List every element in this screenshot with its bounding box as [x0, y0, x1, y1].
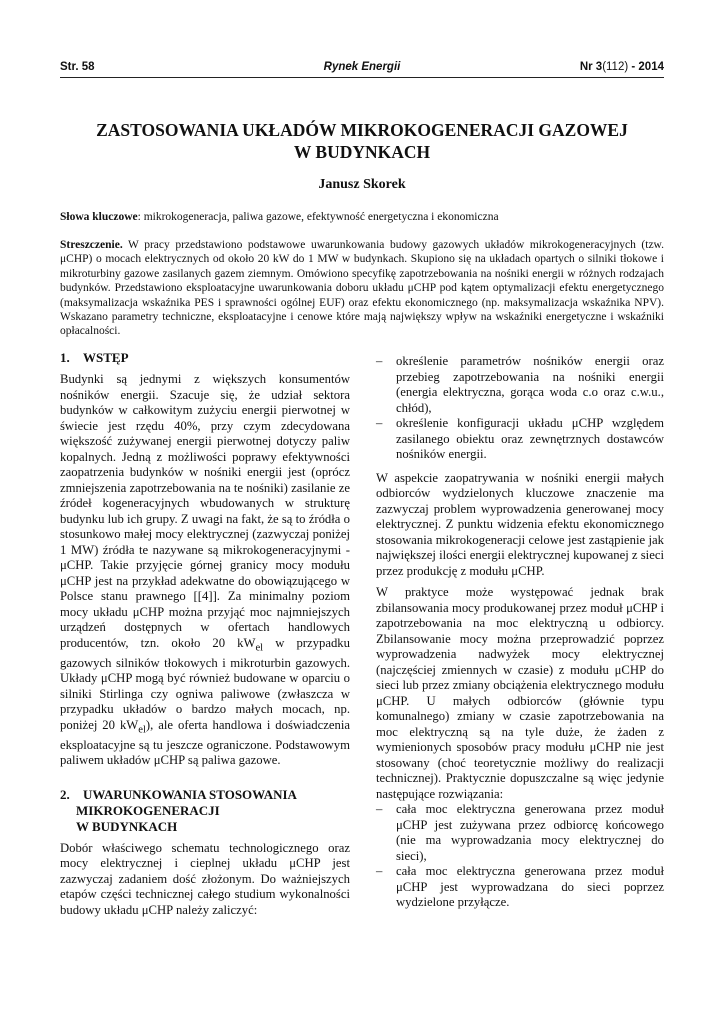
issue-number	[580, 61, 664, 73]
s1-sub-el-1: el	[255, 642, 264, 654]
section-1-title: WSTĘP	[83, 350, 129, 365]
keywords-label: Słowa kluczowe	[60, 211, 138, 223]
solutions-list	[376, 802, 664, 911]
dash-marker: –	[376, 354, 383, 368]
list-item	[376, 802, 664, 864]
right-paragraph-2: W praktyce może występować jednak brak zbilansowania mocy produkowanej przez moduł μCHP i zapotrzebowania na moc elektryczną u odbiorcy. Zbilansowanie mocy można przeprowadzić poprzez wyprowadzenia nadwyżek mocy elektrycznej (najczęściej zmiennych w czasie) z modułu μCHP do sieci lub przez zmiany obciążenia elektrycznego modułu μCHP. U małych odbiorców (głównie typu komunalnego) zmiany w czasie zapotrzebowania na moc elektryczną są na tyle duże, że żaden z wymienionych sposobów pracy modułu μCHP nie jest stosowany (choć teoretycznie możliwy do realizacji technicznej). Praktycznie dopuszczalne są więc jedynie następujące rozwiązania:	[376, 585, 664, 801]
requirements-list	[376, 354, 664, 463]
dash-marker: –	[376, 864, 383, 878]
section-2-number: 2.	[60, 786, 70, 802]
s1-sub-el-2: el	[138, 724, 146, 736]
section-1-number: 1.	[60, 350, 70, 365]
list-item-text: cała moc elektryczna generowana przez moduł μCHP jest zużywana przez odbiorcę końcowego (nie ma wyprowadzania mocy elektrycznej do sieci),	[396, 802, 664, 863]
section-2-title-line-3: W BUDYNKACH	[76, 818, 178, 834]
page-number: Str. 58	[60, 61, 95, 73]
keywords-text: : mikrokogeneracja, paliwa gazowe, efektywność energetyczna i ekonomiczna	[137, 211, 499, 223]
abstract-label: Streszczenie.	[60, 239, 123, 251]
s1-text-b: w przypadku gazowych silników tłokowych i mikroturbin gazowych. Układy μCHP mogą być również budowane w oparciu o silniki Stirlinga czy ogniwa paliwowe (zwłaszcza w przypadku układów o bardzo małych mocach, np. poniżej 20 kW	[60, 635, 350, 732]
section-2-paragraph: Dobór właściwego schematu technologicznego oraz mocy elektrycznej i cieplnej układu μCHP jest zazwyczaj zadaniem dość złożonym. Do ważniejszych etapów części technicznej całego studium wykonalności budowy układu μCHP należy zaliczyć:	[60, 840, 350, 917]
section-1-paragraph	[60, 372, 350, 769]
list-item-text: określenie parametrów nośników energii oraz przebieg zapotrzebowania na nośniki energii (energia elektryczna, gorąca woda c.o oraz c.w.u., chłód),	[396, 354, 664, 415]
list-item	[376, 864, 664, 911]
abstract	[60, 238, 664, 339]
s1-text-a: Budynki są jednymi z większych konsumentów nośników energii. Szacuje się, że udział sektora budynków w całkowitym zużyciu energii pierwotnej w świecie jest rzędu 40%, przy czym zdecydowana większość zużywanej energii pierwotnej dotyczy paliw kopalnych. Jedną z możliwości poprawy efektywności zaopatrzenia budynków w nośniki energii jest (oprócz zmniejszenia zapotrzebowania na te nośniki) zasilanie ze źródeł kogeneracyjnych wbudowanych w strukturę budynku lub ich grupy. Z uwagi na fakt, że są to źródła o stosunkowo małej mocy elektrycznej (zazwyczaj poniżej 1 MW) źródła te nazywane są mikrokogeneracyjnymi - μCHP. Takie przyjęcie górnej granicy mocy modułu μCHP jest na przykład adekwatne do obowiązującego w Polsce stanu prawnego [[4]]. Za minimalny poziom mocy układu μCHP można przyjąć moc najmniejszych urządzeń dostępnych w ofertach handlowych producentów, tzn. około 20 kW	[60, 372, 350, 650]
section-2-title-line-1: UWARUNKOWANIA STOSOWANIA	[83, 786, 297, 802]
s1-text-c: ), ale oferta handlowa i doświadczenia eksploatacyjne są tu jeszcze ograniczone. Podstawowym paliwem układów μCHP są paliwa gazowe.	[60, 717, 350, 768]
dash-marker: –	[376, 416, 383, 430]
issue-prefix: Nr 3	[579, 61, 603, 73]
section-2-heading	[60, 787, 350, 835]
right-paragraph-1: W aspekcie zaopatrywania w nośniki energii małych odbiorców wydzielonych kluczowe znaczenie ma zazwyczaj problem wyprowadzenia generowanej mocy elektrycznej. Z punktu widzenia efektu ekonomicznego stosowania mikrokogeneracji celowe jest zastąpienie jak największej ilości energii elektrycznej kupowanej z sieci przez produkcję z modułu μCHP.	[376, 470, 664, 578]
journal-name: Rynek Energii	[323, 61, 401, 73]
title-line-2: W BUDYNKACH	[293, 142, 431, 162]
section-1-heading	[60, 350, 350, 366]
left-column	[60, 350, 350, 918]
right-column	[376, 354, 664, 911]
section-2-title-line-2: MIKROKOGENERACJI	[76, 802, 220, 818]
issue-suffix: - 2014	[628, 61, 664, 73]
dash-marker: –	[376, 802, 383, 816]
list-item	[376, 416, 664, 463]
title-line-1: ZASTOSOWANIA UKŁADÓW MIKROKOGENERACJI GAZOWEJ	[96, 120, 628, 140]
list-item-text: określenie konfiguracji układu μCHP względem zasilanego obiektu oraz zewnętrznych dostawców nośników energii.	[396, 416, 664, 461]
keywords	[60, 211, 664, 223]
article-title	[60, 119, 664, 163]
author: Janusz Skorek	[318, 177, 406, 192]
list-item	[376, 354, 664, 416]
issue-num: (112)	[602, 61, 629, 73]
running-header	[60, 61, 664, 78]
abstract-text: W pracy przedstawiono podstawowe uwarunkowania budowy gazowych układów mikrokogeneracyjnych (tzw. μCHP) o mocach elektrycznych od około 20 kW do 1 MW w budynkach. Skupiono się na układach opartych o silniki tłokowe i mikroturbiny gazowe zasilanych gazem ziemnym. Omówiono specyfikę zapotrzebowania na nośniki energii w różnych rodzajach budynków. Przedstawiono eksploatacyjne uwarunkowania doboru układu μCHP pod kątem optymalizacji efektu energetycznego (maksymalizacja wskaźnika PES i sprawności ogólnej EUF) oraz efektu ekonomicznego (np. maksymalizacja wskaźnika NPV). Wskazano parametry techniczne, eksploatacyjne i cenowe które mają największy wpływ na wskaźniki energetyczne i wskaźniki opłacalności.	[60, 239, 664, 338]
list-item-text: cała moc elektryczna generowana przez moduł μCHP jest wyprowadzana do sieci poprzez wydzielone przyłącze.	[396, 864, 664, 909]
